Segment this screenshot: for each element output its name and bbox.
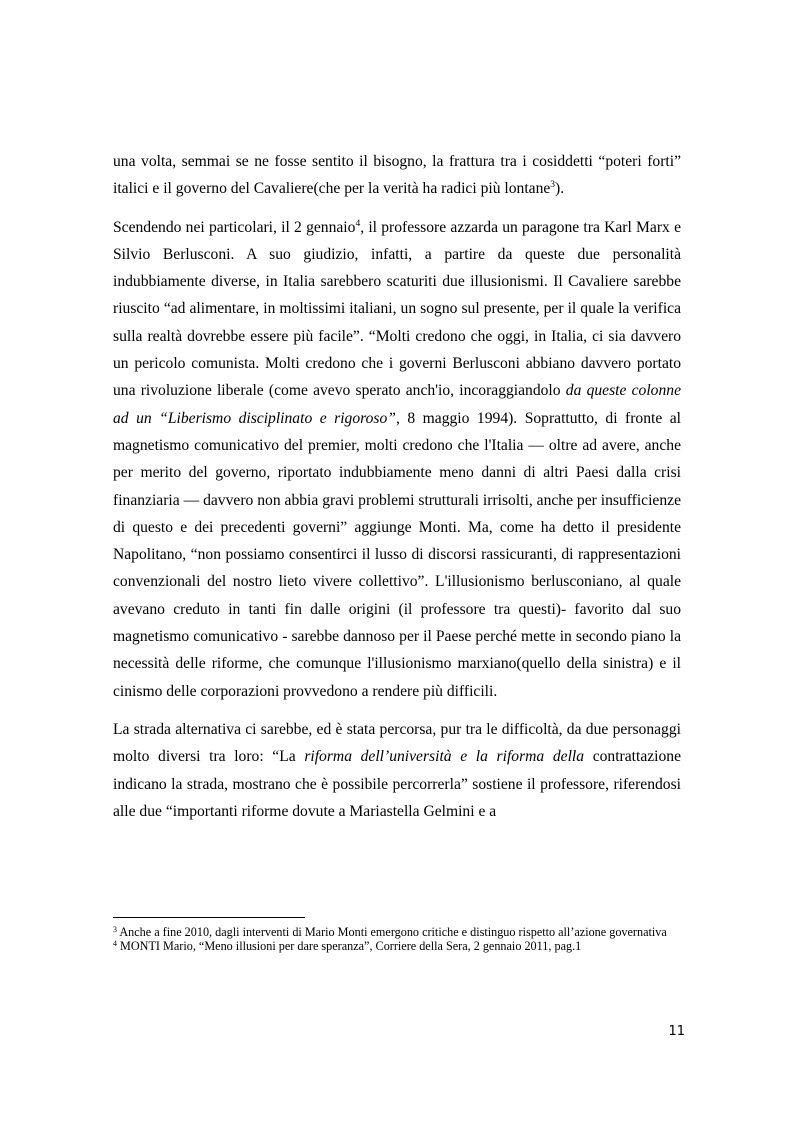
text-segment: Scendendo nei particolari, il 2 gennaio (113, 218, 356, 236)
italic-text-segment: riforma dell’università e la riforma della (304, 748, 585, 766)
text-segment: una volta, semmai se ne fosse sentito il bisogno, la frattura tra i cosiddetti “poteri forti” italici e il governo del Cavaliere(che per la verità ha radici più lontane (113, 153, 681, 198)
footnote-3 (113, 925, 681, 939)
italic-quoted-title: Liberismo disciplinato e rigoroso (167, 409, 388, 427)
text-segment: , 8 maggio 1994). Soprattutto, di fronte al magnetismo comunicativo del premier, molti credono che l'Italia — oltre ad avere, anche per merito del governo, riportato indubbiamente meno danni di altri Paesi dalla crisi finanziaria — davvero non abbia gravi problemi strutturali irrisolti, anche per insufficienze di questo e dei precedenti governi” aggiunge Monti. Ma, come ha detto il presidente Napolitano, “non possiamo consentirci il lusso di discorsi rassicuranti, di rappresentazioni convenzionali del nostro lieto vivere collettivo”. L'illusionismo berlusconiano, al quale avevano creduto in tanti fin dalle origini (il professore tra questi)- favorito dal suo magnetismo comunicativo - sarebbe dannoso per il Paese perché mette in secondo piano la necessità delle riforme, che comunque l'illusionismo marxiano(quello della sinistra) e il cinismo delle corporazioni provvedono a rendere più difficili. (113, 409, 681, 700)
italic-text-segment: da queste colonne ad un “ (113, 382, 681, 427)
footnote-marker: 4 (113, 939, 117, 949)
footnote-text: MONTI Mario, “Meno illusioni per dare speranza”, Corriere della Sera, 2 gennaio 2011, pag.1 (117, 939, 582, 954)
text-segment: contrattazione indicano la strada, mostrano che è possibile percorrerla” sostiene il professore, riferendosi alle due “importanti riforme dovute a Mariastella Gelmini e a (113, 748, 682, 820)
body-text (113, 148, 681, 836)
text-segment: ). (555, 180, 565, 198)
footnotes (113, 925, 681, 954)
page-number: 11 (668, 1024, 685, 1039)
footnote-ref-3[interactable]: 3 (550, 180, 556, 191)
footnote-marker: 3 (113, 925, 117, 934)
paragraph-1 (113, 148, 681, 203)
paragraph-2 (113, 214, 681, 705)
footnote-separator (113, 917, 305, 918)
italic-text-segment: ” (387, 409, 396, 427)
text-segment: , il professore azzarda un paragone tra Karl Marx e Silvio Berlusconi. A suo giudizio, infatti, a partire da queste due personalità indubbiamente diverse, in Italia sarebbero scaturiti due illusionismi. Il Cavaliere sarebbe riuscito “ad alimentare, in moltissimi italiani, un sogno sul presente, per il quale la verifica sulla realtà dovrebbe essere più facile”. “Molti credono che oggi, in Italia, ci sia davvero un pericolo comunista. Molti credono che i governi Berlusconi abbiano davvero portato una rivoluzione liberale (come avevo sperato anch'io, incoraggiandolo (113, 218, 681, 400)
footnote-4 (113, 939, 681, 953)
paragraph-3 (113, 716, 681, 825)
footnote-ref-4[interactable]: 4 (355, 218, 361, 229)
text-segment: La strada alternativa ci sarebbe, ed è stata percorsa, pur tra le difficoltà, da due personaggi molto diversi tra loro: “La (113, 720, 681, 766)
footnote-text: Anche a fine 2010, dagli interventi di Mario Monti emergono critiche e distinguo rispetto all’azione governativa (117, 925, 667, 939)
